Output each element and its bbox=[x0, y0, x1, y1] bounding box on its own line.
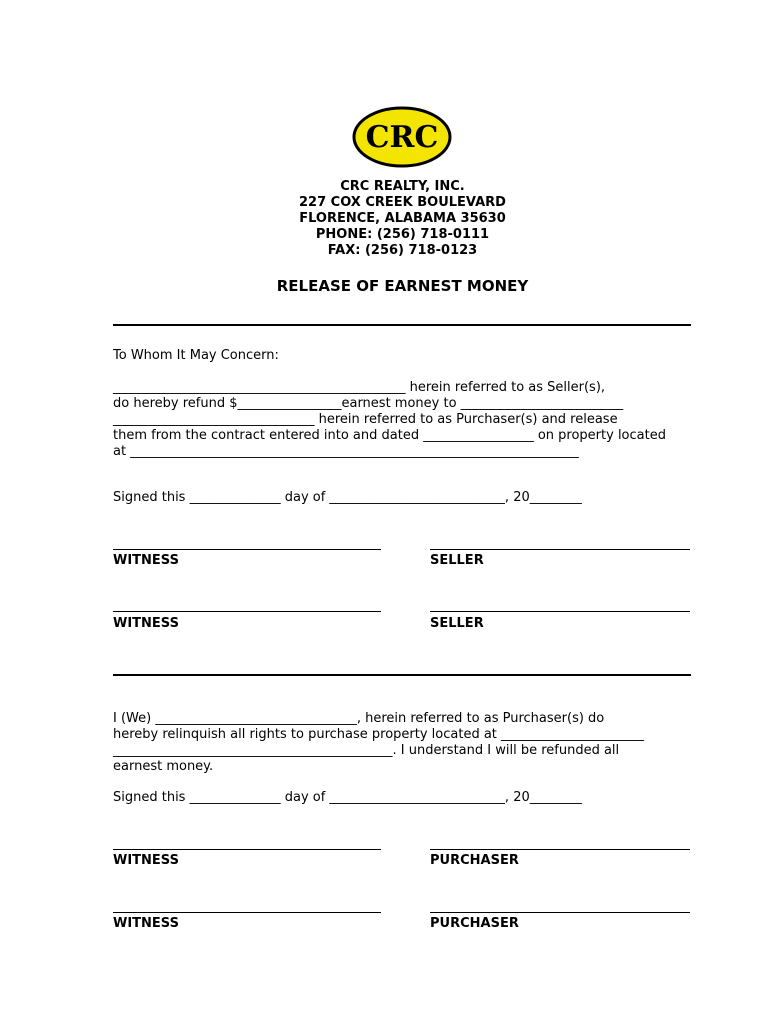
seller-signature-line[interactable] bbox=[430, 611, 690, 612]
seller-label: SELLER bbox=[430, 616, 484, 631]
company-address-2: FLORENCE, ALABAMA 35630 bbox=[299, 211, 506, 226]
crc-logo-graphic bbox=[352, 106, 452, 168]
crc-logo bbox=[352, 106, 452, 168]
seller-clause-line-1: _____________________________________________ herein referred to as Seller(s), bbox=[113, 380, 606, 395]
svg-text:CRC: CRC bbox=[365, 120, 439, 155]
seller-clause-line-3: _______________________________ herein referred to as Purchaser(s) and release bbox=[113, 412, 618, 427]
section-divider-top bbox=[113, 324, 691, 326]
purchaser-clause-line-2: hereby relinquish all rights to purchase property located at ______________________ bbox=[113, 727, 645, 742]
document-title: RELEASE OF EARNEST MONEY bbox=[276, 277, 529, 295]
witness-label: WITNESS bbox=[113, 916, 179, 931]
purchaser-clause-line-4: earnest money. bbox=[113, 759, 214, 774]
purchaser-signature-line[interactable] bbox=[430, 912, 690, 913]
purchaser-clause-line-3: ___________________________________________. I understand I will be refunded all bbox=[113, 743, 620, 758]
seller-clause-line-5: at _____________________________________________________________________ bbox=[113, 444, 579, 459]
company-name: CRC REALTY, INC. bbox=[340, 179, 465, 194]
witness-label: WITNESS bbox=[113, 616, 179, 631]
seller-clause-line-4: them from the contract entered into and dated _________________ on property located bbox=[113, 428, 666, 443]
seller-signed-date-line: Signed this ______________ day of ___________________________, 20________ bbox=[113, 490, 582, 505]
seller-signature-line[interactable] bbox=[430, 549, 690, 550]
purchaser-label: PURCHASER bbox=[430, 916, 519, 931]
witness-label: WITNESS bbox=[113, 553, 179, 568]
witness-signature-line[interactable] bbox=[113, 849, 381, 850]
seller-clause-line-2: do hereby refund $________________earnest money to _________________________ bbox=[113, 396, 624, 411]
seller-label: SELLER bbox=[430, 553, 484, 568]
purchaser-label: PURCHASER bbox=[430, 853, 519, 868]
witness-signature-line[interactable] bbox=[113, 549, 381, 550]
company-fax: FAX: (256) 718-0123 bbox=[327, 243, 478, 258]
salutation: To Whom It May Concern: bbox=[113, 348, 279, 363]
section-divider-middle bbox=[113, 674, 691, 676]
company-phone: PHONE: (256) 718-0111 bbox=[315, 227, 490, 242]
witness-signature-line[interactable] bbox=[113, 912, 381, 913]
purchaser-signed-date-line: Signed this ______________ day of ___________________________, 20________ bbox=[113, 790, 582, 805]
witness-signature-line[interactable] bbox=[113, 611, 381, 612]
company-address-1: 227 COX CREEK BOULEVARD bbox=[299, 195, 506, 210]
purchaser-signature-line[interactable] bbox=[430, 849, 690, 850]
witness-label: WITNESS bbox=[113, 853, 179, 868]
purchaser-clause-line-1: I (We) _______________________________, herein referred to as Purchaser(s) do bbox=[113, 711, 605, 726]
